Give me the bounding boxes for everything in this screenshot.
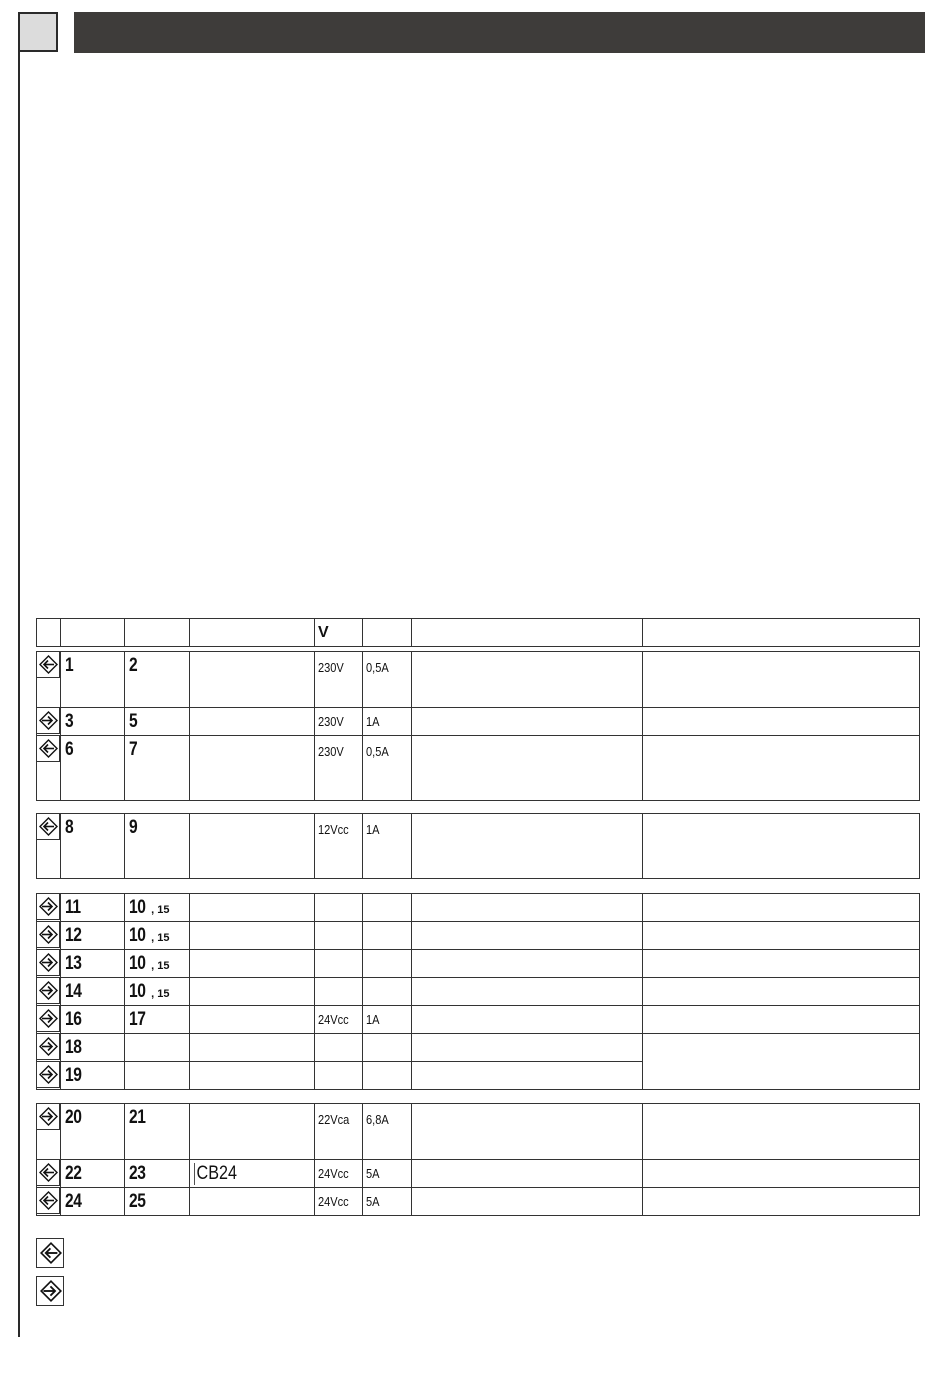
voltage-header-label: V: [318, 624, 329, 641]
table-row: [37, 736, 920, 801]
notes-cell: [643, 708, 920, 736]
terminal-group-supply: [36, 1103, 920, 1216]
direction-cell: [37, 708, 61, 736]
input-arrow-icon: [37, 950, 60, 976]
header-cell-device: [190, 619, 315, 647]
function-cell: [412, 652, 643, 708]
terminal-b: 10: [129, 981, 146, 1002]
voltage-value: 230V: [318, 660, 344, 675]
terminal-a: 16: [65, 1009, 82, 1030]
direction-cell: [37, 736, 61, 801]
header-cell-terminal-a: [61, 619, 125, 647]
direction-cell: [37, 652, 61, 708]
table-row: [37, 708, 920, 736]
voltage-value: 12Vcc: [318, 822, 349, 837]
current-value: 6,8A: [366, 1112, 389, 1127]
current-value: 1A: [366, 822, 380, 837]
terminal-a: 1: [65, 655, 74, 676]
direction-cell: [37, 1006, 61, 1034]
input-arrow-icon: [37, 894, 60, 920]
terminal-b-suffix: , 15: [151, 932, 170, 944]
terminal-a: 11: [65, 897, 81, 918]
legend-output-symbol: [36, 1238, 64, 1268]
terminal-a: 3: [65, 711, 74, 732]
output-arrow-icon: [37, 814, 60, 840]
table-row: [37, 814, 920, 879]
device-cell: [190, 652, 315, 708]
notes-cell-merged: [643, 1034, 920, 1090]
direction-cell: [37, 894, 61, 922]
device-model: CB24: [194, 1163, 237, 1185]
input-arrow-icon: [37, 978, 60, 1004]
notes-cell: [643, 736, 920, 801]
output-arrow-icon: [37, 652, 60, 678]
notes-cell: [643, 652, 920, 708]
current-value: 0,5A: [366, 660, 389, 675]
current-value: 1A: [366, 1012, 380, 1027]
device-cell: [190, 708, 315, 736]
terminal-table-header: [36, 618, 920, 647]
function-cell: [412, 736, 643, 801]
header-bar: [74, 12, 925, 53]
table-row: [37, 1188, 920, 1216]
terminal-b: 2: [129, 655, 138, 676]
terminal-b: 5: [129, 711, 138, 732]
header-cell-terminal-b: [125, 619, 190, 647]
device-cell: [190, 736, 315, 801]
terminal-a: 18: [65, 1037, 82, 1058]
terminal-a: 14: [65, 981, 82, 1002]
terminal-b: 10: [129, 897, 146, 918]
input-arrow-icon: [37, 922, 60, 948]
voltage-value: 24Vcc: [318, 1166, 349, 1181]
direction-cell: [37, 978, 61, 1006]
function-cell: [412, 814, 643, 879]
terminal-group-12v: [36, 813, 920, 879]
header-cell-current: [363, 619, 412, 647]
voltage-value: 230V: [318, 714, 344, 729]
left-margin-rule: [18, 12, 20, 1337]
table-row: [37, 978, 920, 1006]
direction-cell: [37, 922, 61, 950]
terminal-a: 8: [65, 817, 74, 838]
current-value: 5A: [366, 1194, 380, 1209]
legend-input-symbol: [36, 1276, 64, 1306]
terminal-b-suffix: , 15: [151, 904, 170, 916]
direction-cell: [37, 1104, 61, 1160]
terminal-b: 25: [129, 1191, 146, 1212]
terminal-a: 22: [65, 1163, 82, 1184]
function-cell: [412, 708, 643, 736]
table-row: [37, 1160, 920, 1188]
table-row: [37, 1034, 920, 1062]
header-cell-notes: [643, 619, 920, 647]
direction-cell: [37, 1160, 61, 1188]
terminal-b: 23: [129, 1163, 146, 1184]
output-arrow-icon: [37, 1188, 60, 1214]
voltage-value: 22Vca: [318, 1112, 350, 1127]
terminal-group-inputs: [36, 893, 920, 1090]
input-arrow-icon: [37, 1104, 60, 1130]
header-cell-icon: [37, 619, 61, 647]
input-arrow-icon: [37, 1034, 60, 1060]
terminal-b: 10: [129, 925, 146, 946]
current-value: 0,5A: [366, 744, 389, 759]
output-arrow-icon: [37, 1160, 60, 1186]
table-row: [37, 1104, 920, 1160]
terminal-b: 21: [129, 1107, 146, 1128]
direction-cell: [37, 950, 61, 978]
output-arrow-icon: [37, 736, 60, 762]
header-cell-voltage: [315, 619, 363, 647]
device-cell: [190, 814, 315, 879]
input-arrow-icon: [37, 1062, 60, 1088]
terminal-b: 9: [129, 817, 138, 838]
terminal-b: 17: [129, 1009, 146, 1030]
terminal-b: 10: [129, 953, 146, 974]
terminal-a: 13: [65, 953, 82, 974]
direction-cell: [37, 814, 61, 879]
terminal-a: 6: [65, 739, 74, 760]
terminal-b-suffix: , 15: [151, 960, 170, 972]
terminal-a: 19: [65, 1065, 82, 1086]
voltage-value: 230V: [318, 744, 344, 759]
output-arrow-icon: [40, 1242, 62, 1264]
input-arrow-icon: [40, 1280, 62, 1302]
table-row: [37, 922, 920, 950]
table-row: [37, 1006, 920, 1034]
header-cell-function: [412, 619, 643, 647]
direction-cell: [37, 1062, 61, 1090]
table-row: [37, 894, 920, 922]
terminal-b-suffix: , 15: [151, 988, 170, 1000]
table-row: [37, 652, 920, 708]
voltage-value: 24Vcc: [318, 1012, 349, 1027]
terminal-a: 24: [65, 1191, 82, 1212]
terminal-a: 12: [65, 925, 82, 946]
terminal-group-power-230v: [36, 651, 920, 801]
notes-cell: [643, 814, 920, 879]
input-arrow-icon: [37, 1006, 60, 1032]
voltage-value: 24Vcc: [318, 1194, 349, 1209]
terminal-a: 20: [65, 1107, 82, 1128]
input-arrow-icon: [37, 708, 60, 734]
current-value: 1A: [366, 714, 380, 729]
current-value: 5A: [366, 1166, 380, 1181]
table-row: [37, 950, 920, 978]
terminal-b: 7: [129, 739, 138, 760]
page-number-box: [18, 12, 58, 52]
direction-cell: [37, 1188, 61, 1216]
direction-cell: [37, 1034, 61, 1062]
